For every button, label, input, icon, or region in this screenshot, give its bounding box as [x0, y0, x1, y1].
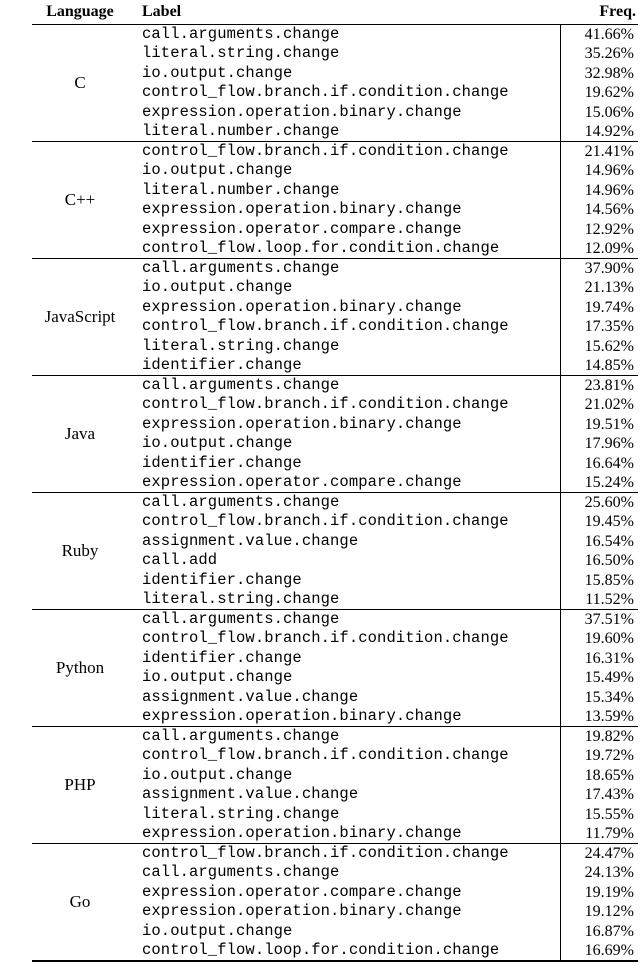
- frequency-value: 24.47%: [584, 845, 634, 862]
- table-row: [142, 805, 638, 824]
- table-row: [142, 746, 638, 765]
- edit-label: io.output.change: [142, 278, 293, 297]
- table-header: [32, 0, 638, 25]
- table-row: [142, 122, 638, 141]
- frequency-value: 21.41%: [584, 143, 634, 160]
- edit-label: identifier.change: [142, 453, 302, 472]
- table-row: [142, 181, 638, 200]
- edit-label: expression.operation.binary.change: [142, 706, 462, 725]
- edit-label: identifier.change: [142, 570, 302, 589]
- edit-label: io.output.change: [142, 765, 293, 784]
- frequency-value: 37.51%: [584, 611, 634, 628]
- table-row: [142, 161, 638, 180]
- frequency-value: 14.92%: [584, 122, 634, 140]
- frequency-value: 15.24%: [584, 473, 634, 491]
- frequency-value: 19.12%: [584, 903, 634, 921]
- frequency-value: 19.51%: [584, 415, 634, 433]
- table-row: [142, 298, 638, 317]
- label-rows: [142, 376, 638, 492]
- frequency-value: 19.45%: [584, 513, 634, 531]
- edit-label: literal.string.change: [142, 804, 340, 823]
- frequency-value: 19.72%: [584, 747, 634, 765]
- table-row: [142, 356, 638, 375]
- edit-label: assignment.value.change: [142, 687, 359, 706]
- edit-label: expression.operator.compare.change: [142, 882, 462, 901]
- edit-label: assignment.value.change: [142, 531, 359, 550]
- language-group: [32, 493, 638, 610]
- language-group: [32, 25, 638, 142]
- edit-label: expression.operation.binary.change: [142, 102, 462, 121]
- frequency-value: 23.81%: [584, 377, 634, 394]
- edit-label: control_flow.branch.if.condition.change: [142, 512, 509, 531]
- table-row: [142, 434, 638, 453]
- frequency-value: 16.50%: [584, 552, 634, 570]
- edit-label: literal.number.change: [142, 180, 340, 199]
- table-row: [142, 220, 638, 239]
- header-label: Label: [142, 3, 182, 20]
- table-row: [142, 707, 638, 726]
- language-group: [32, 844, 638, 962]
- edit-label: expression.operation.binary.change: [142, 297, 462, 316]
- edit-label: expression.operator.compare.change: [142, 219, 462, 238]
- edit-label: control_flow.branch.if.condition.change: [142, 317, 509, 336]
- table-row: [142, 551, 638, 570]
- table-row: [142, 259, 638, 278]
- edit-label: control_flow.branch.if.condition.change: [142, 142, 509, 160]
- table-row: [142, 454, 638, 473]
- table-row: [142, 103, 638, 122]
- frequency-value: 11.79%: [585, 824, 634, 842]
- table-row: [142, 532, 638, 551]
- frequency-value: 15.34%: [584, 688, 634, 706]
- edit-label: literal.string.change: [142, 589, 340, 608]
- table-row: [142, 629, 638, 648]
- table-row: [142, 64, 638, 83]
- edit-label: io.output.change: [142, 63, 293, 82]
- frequency-value: 32.98%: [584, 64, 634, 82]
- frequency-value: 14.85%: [584, 356, 634, 374]
- language-name: Python: [55, 658, 105, 677]
- language-name: C: [74, 73, 86, 92]
- language-name: JavaScript: [44, 307, 116, 326]
- frequency-value: 41.66%: [584, 26, 634, 43]
- table-row: [142, 590, 638, 609]
- frequency-value: 11.52%: [585, 590, 634, 608]
- table-row: [142, 376, 638, 395]
- table-row: [142, 571, 638, 590]
- frequency-value: 16.87%: [584, 922, 634, 940]
- edit-label: control_flow.branch.if.condition.change: [142, 629, 509, 648]
- label-rows: [142, 25, 638, 141]
- frequency-value: 37.90%: [584, 260, 634, 277]
- language-group: [32, 610, 638, 727]
- table-row: [142, 610, 638, 629]
- edit-label: assignment.value.change: [142, 785, 359, 804]
- edit-label: identifier.change: [142, 648, 302, 667]
- frequency-value: 13.59%: [584, 707, 634, 725]
- table-row: [142, 941, 638, 960]
- language-group: [32, 259, 638, 376]
- edit-label: io.output.change: [142, 921, 293, 940]
- frequency-value: 15.06%: [584, 103, 634, 121]
- edit-label: expression.operation.binary.change: [142, 414, 462, 433]
- edit-label: io.output.change: [142, 668, 293, 687]
- label-rows: [142, 259, 638, 375]
- table-row: [142, 727, 638, 746]
- header-language: Language: [46, 3, 114, 20]
- table-row: [142, 239, 638, 258]
- edit-label: literal.string.change: [142, 44, 340, 63]
- edit-label: control_flow.branch.if.condition.change: [142, 746, 509, 765]
- frequency-value: 18.65%: [584, 766, 634, 784]
- edit-label: expression.operation.binary.change: [142, 200, 462, 219]
- edit-label: expression.operator.compare.change: [142, 472, 462, 491]
- frequency-value: 19.60%: [584, 630, 634, 648]
- table-row: [142, 473, 638, 492]
- label-rows: [142, 610, 638, 726]
- edit-label: call.add: [142, 551, 218, 570]
- edit-label: call.arguments.change: [142, 727, 340, 745]
- language-name: Java: [64, 424, 96, 443]
- frequency-value: 12.92%: [584, 220, 634, 238]
- table-row: [142, 44, 638, 63]
- frequency-value: 16.31%: [584, 649, 634, 667]
- table-row: [142, 883, 638, 902]
- frequency-value: 19.74%: [584, 298, 634, 316]
- edit-label: call.arguments.change: [142, 610, 340, 628]
- label-rows: [142, 493, 638, 609]
- frequency-value: 16.64%: [584, 454, 634, 472]
- table-body: [32, 25, 638, 962]
- edit-label: io.output.change: [142, 434, 293, 453]
- frequency-value: 19.19%: [584, 883, 634, 901]
- edit-label: literal.number.change: [142, 121, 340, 140]
- table-row: [142, 337, 638, 356]
- frequency-value: 21.02%: [584, 396, 634, 414]
- edit-label: expression.operation.binary.change: [142, 902, 462, 921]
- table-row: [142, 395, 638, 414]
- label-frequency-table: [32, 0, 638, 962]
- frequency-value: 17.96%: [584, 435, 634, 453]
- table-row: [142, 922, 638, 941]
- edit-label: call.arguments.change: [142, 863, 340, 882]
- table-row: [142, 83, 638, 102]
- frequency-value: 15.85%: [584, 571, 634, 589]
- frequency-value: 15.49%: [584, 669, 634, 687]
- edit-label: identifier.change: [142, 355, 302, 374]
- frequency-value: 16.69%: [584, 941, 634, 959]
- frequency-value: 14.96%: [584, 181, 634, 199]
- table-row: [142, 863, 638, 882]
- table-row: [142, 415, 638, 434]
- frequency-value: 14.96%: [584, 162, 634, 180]
- language-name: PHP: [64, 775, 96, 794]
- frequency-value: 19.62%: [584, 84, 634, 102]
- edit-label: call.arguments.change: [142, 376, 340, 394]
- frequency-value: 17.43%: [584, 786, 634, 804]
- table-row: [142, 649, 638, 668]
- frequency-value: 14.56%: [584, 201, 634, 219]
- table-row: [142, 766, 638, 785]
- language-group: [32, 727, 638, 844]
- table-row: [142, 902, 638, 921]
- frequency-value: 17.35%: [584, 318, 634, 336]
- language-name: Go: [69, 892, 91, 911]
- table-row: [142, 688, 638, 707]
- edit-label: control_flow.branch.if.condition.change: [142, 395, 509, 414]
- edit-label: io.output.change: [142, 161, 293, 180]
- language-name: Ruby: [61, 541, 99, 560]
- frequency-value: 25.60%: [584, 494, 634, 511]
- table-row: [142, 317, 638, 336]
- language-group: [32, 142, 638, 259]
- table-row: [142, 142, 638, 161]
- frequency-value: 19.82%: [584, 728, 634, 745]
- language-group: [32, 376, 638, 493]
- label-rows: [142, 142, 638, 258]
- edit-label: control_flow.branch.if.condition.change: [142, 83, 509, 102]
- edit-label: control_flow.loop.for.condition.change: [142, 940, 500, 959]
- table-row: [142, 785, 638, 804]
- frequency-value: 15.62%: [584, 337, 634, 355]
- frequency-value: 24.13%: [584, 864, 634, 882]
- header-freq: Freq.: [599, 3, 636, 20]
- table-row: [142, 493, 638, 512]
- edit-label: expression.operation.binary.change: [142, 823, 462, 842]
- table-row: [142, 200, 638, 219]
- edit-label: control_flow.branch.if.condition.change: [142, 844, 509, 862]
- frequency-value: 16.54%: [584, 532, 634, 550]
- edit-label: call.arguments.change: [142, 259, 340, 277]
- table-row: [142, 512, 638, 531]
- table-row: [142, 278, 638, 297]
- table-row: [142, 844, 638, 863]
- edit-label: literal.string.change: [142, 336, 340, 355]
- frequency-value: 15.55%: [584, 805, 634, 823]
- edit-label: call.arguments.change: [142, 493, 340, 511]
- label-rows: [142, 844, 638, 960]
- edit-label: control_flow.loop.for.condition.change: [142, 238, 500, 257]
- frequency-value: 12.09%: [584, 239, 634, 257]
- label-rows: [142, 727, 638, 843]
- table-row: [142, 25, 638, 44]
- frequency-value: 21.13%: [584, 279, 634, 297]
- table-row: [142, 824, 638, 843]
- frequency-value: 35.26%: [584, 45, 634, 63]
- language-name: C++: [64, 190, 96, 209]
- edit-label: call.arguments.change: [142, 25, 340, 43]
- table-row: [142, 668, 638, 687]
